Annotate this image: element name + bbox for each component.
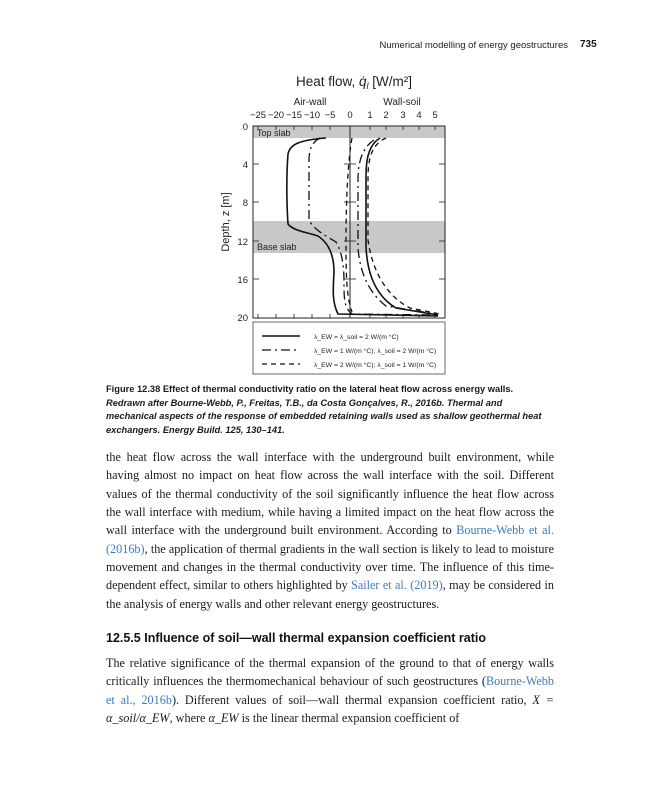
- x-tick: 2: [383, 110, 389, 121]
- y-tick: 4: [242, 160, 248, 171]
- top-slab-label: Top slab: [257, 128, 291, 138]
- air-wall-label: Air-wall: [293, 97, 327, 108]
- x-tick: 5: [432, 110, 438, 121]
- x-tick: −25: [249, 110, 267, 121]
- p2-text-b: ). Different values of soil—wall thermal expansion coefficient ratio,: [171, 692, 533, 707]
- heat-flow-figure: [0, 0, 648, 380]
- legend-entry-1: λ_EW = λ_soil = 2 W/(m °C): [314, 334, 399, 341]
- caption-label: Figure 12.38: [106, 384, 161, 394]
- legend-entry-3: λ_EW = 2 W/(m °C); λ_soil = 1 W/(m °C): [314, 362, 437, 369]
- x-tick: 3: [400, 110, 406, 121]
- page-number: 735: [580, 39, 597, 50]
- x-tick: −10: [303, 110, 321, 121]
- running-title: Numerical modelling of energy geostructures: [379, 40, 568, 51]
- p1-text-c: , may be considered in the analysis of energy walls and other relevant energy geostructures.: [106, 578, 554, 611]
- x-tick: 4: [416, 110, 422, 121]
- p1-text-a: the heat flow across the wall interface with the underground built environment, while having almost no impact on heat flow across the wall interface with the soil. Different values of the thermal conductivity of the soil significantly influence the heat flow across the wall interface with medium, while having a limited impact on the heat flow across the wall interface with the underground built environment. According to: [106, 450, 554, 538]
- citation-link-bourne-webb[interactable]: Bourne-Webb et al. (2016b): [106, 523, 554, 556]
- x-tick: 1: [367, 110, 373, 121]
- y-tick: 8: [242, 198, 248, 209]
- figure-title: Heat flow, $q̇_l$ [W/m²]: [295, 74, 413, 91]
- base-slab-label: Base slab: [257, 242, 297, 252]
- caption-source: Redrawn after Bourne-Webb, P., Freitas, T.B., da Costa Gonçalves, R., 2016b. Thermal and mechanical aspects of the response of embedded retaining walls used as shallow geothermal heat exchangers. Energy Build. 125, 130–141.: [106, 397, 542, 435]
- p2-text-d: is the linear thermal expansion coefficient of: [238, 711, 460, 726]
- x-tick: −5: [324, 110, 336, 121]
- x-tick: −20: [267, 110, 285, 121]
- y-tick: 12: [237, 237, 248, 248]
- caption-text: Effect of thermal conductivity ratio on the lateral heat flow across energy walls.: [160, 384, 514, 394]
- alpha-ew-symbol: α_EW: [208, 711, 239, 726]
- body-paragraph-1: [106, 448, 554, 613]
- body-paragraph-2: [106, 654, 554, 727]
- citation-link-bourne-webb-2[interactable]: Bourne-Webb et al., 2016b: [106, 674, 554, 707]
- y-axis-label: Depth, z [m]: [220, 192, 232, 252]
- p2-text-c: , where: [169, 711, 209, 726]
- citation-link-sailer[interactable]: Sailer et al. (2019): [351, 578, 443, 593]
- x-tick: −15: [285, 110, 303, 121]
- expansion-ratio-formula: X = α_soil/α_EW: [106, 692, 555, 726]
- legend-entry-2: λ_EW = 1 W/(m °C); λ_soil = 2 W/(m °C): [314, 348, 437, 355]
- y-tick: 16: [237, 275, 248, 286]
- p2-text-a: The relative significance of the thermal expansion of the ground to that of energy walls critically influences the thermomechanical behaviour of such geostructures (: [106, 656, 554, 689]
- figure-caption: [106, 383, 554, 437]
- p1-text-b: , the application of thermal gradients in the wall section is likely to lead to moisture movement and changes in the thermal conductivity over time. The influence of this time-dependent effect, similar to others highlighted by: [106, 541, 554, 593]
- x-tick: 0: [347, 110, 353, 121]
- wall-soil-label: Wall-soil: [383, 97, 421, 108]
- y-tick-labels: [237, 122, 248, 324]
- section-heading: 12.5.5 Influence of soil—wall thermal expansion coefficient ratio: [106, 631, 486, 645]
- y-tick: 20: [237, 313, 248, 324]
- x-tick-labels: [250, 110, 438, 121]
- y-tick: 0: [242, 122, 248, 133]
